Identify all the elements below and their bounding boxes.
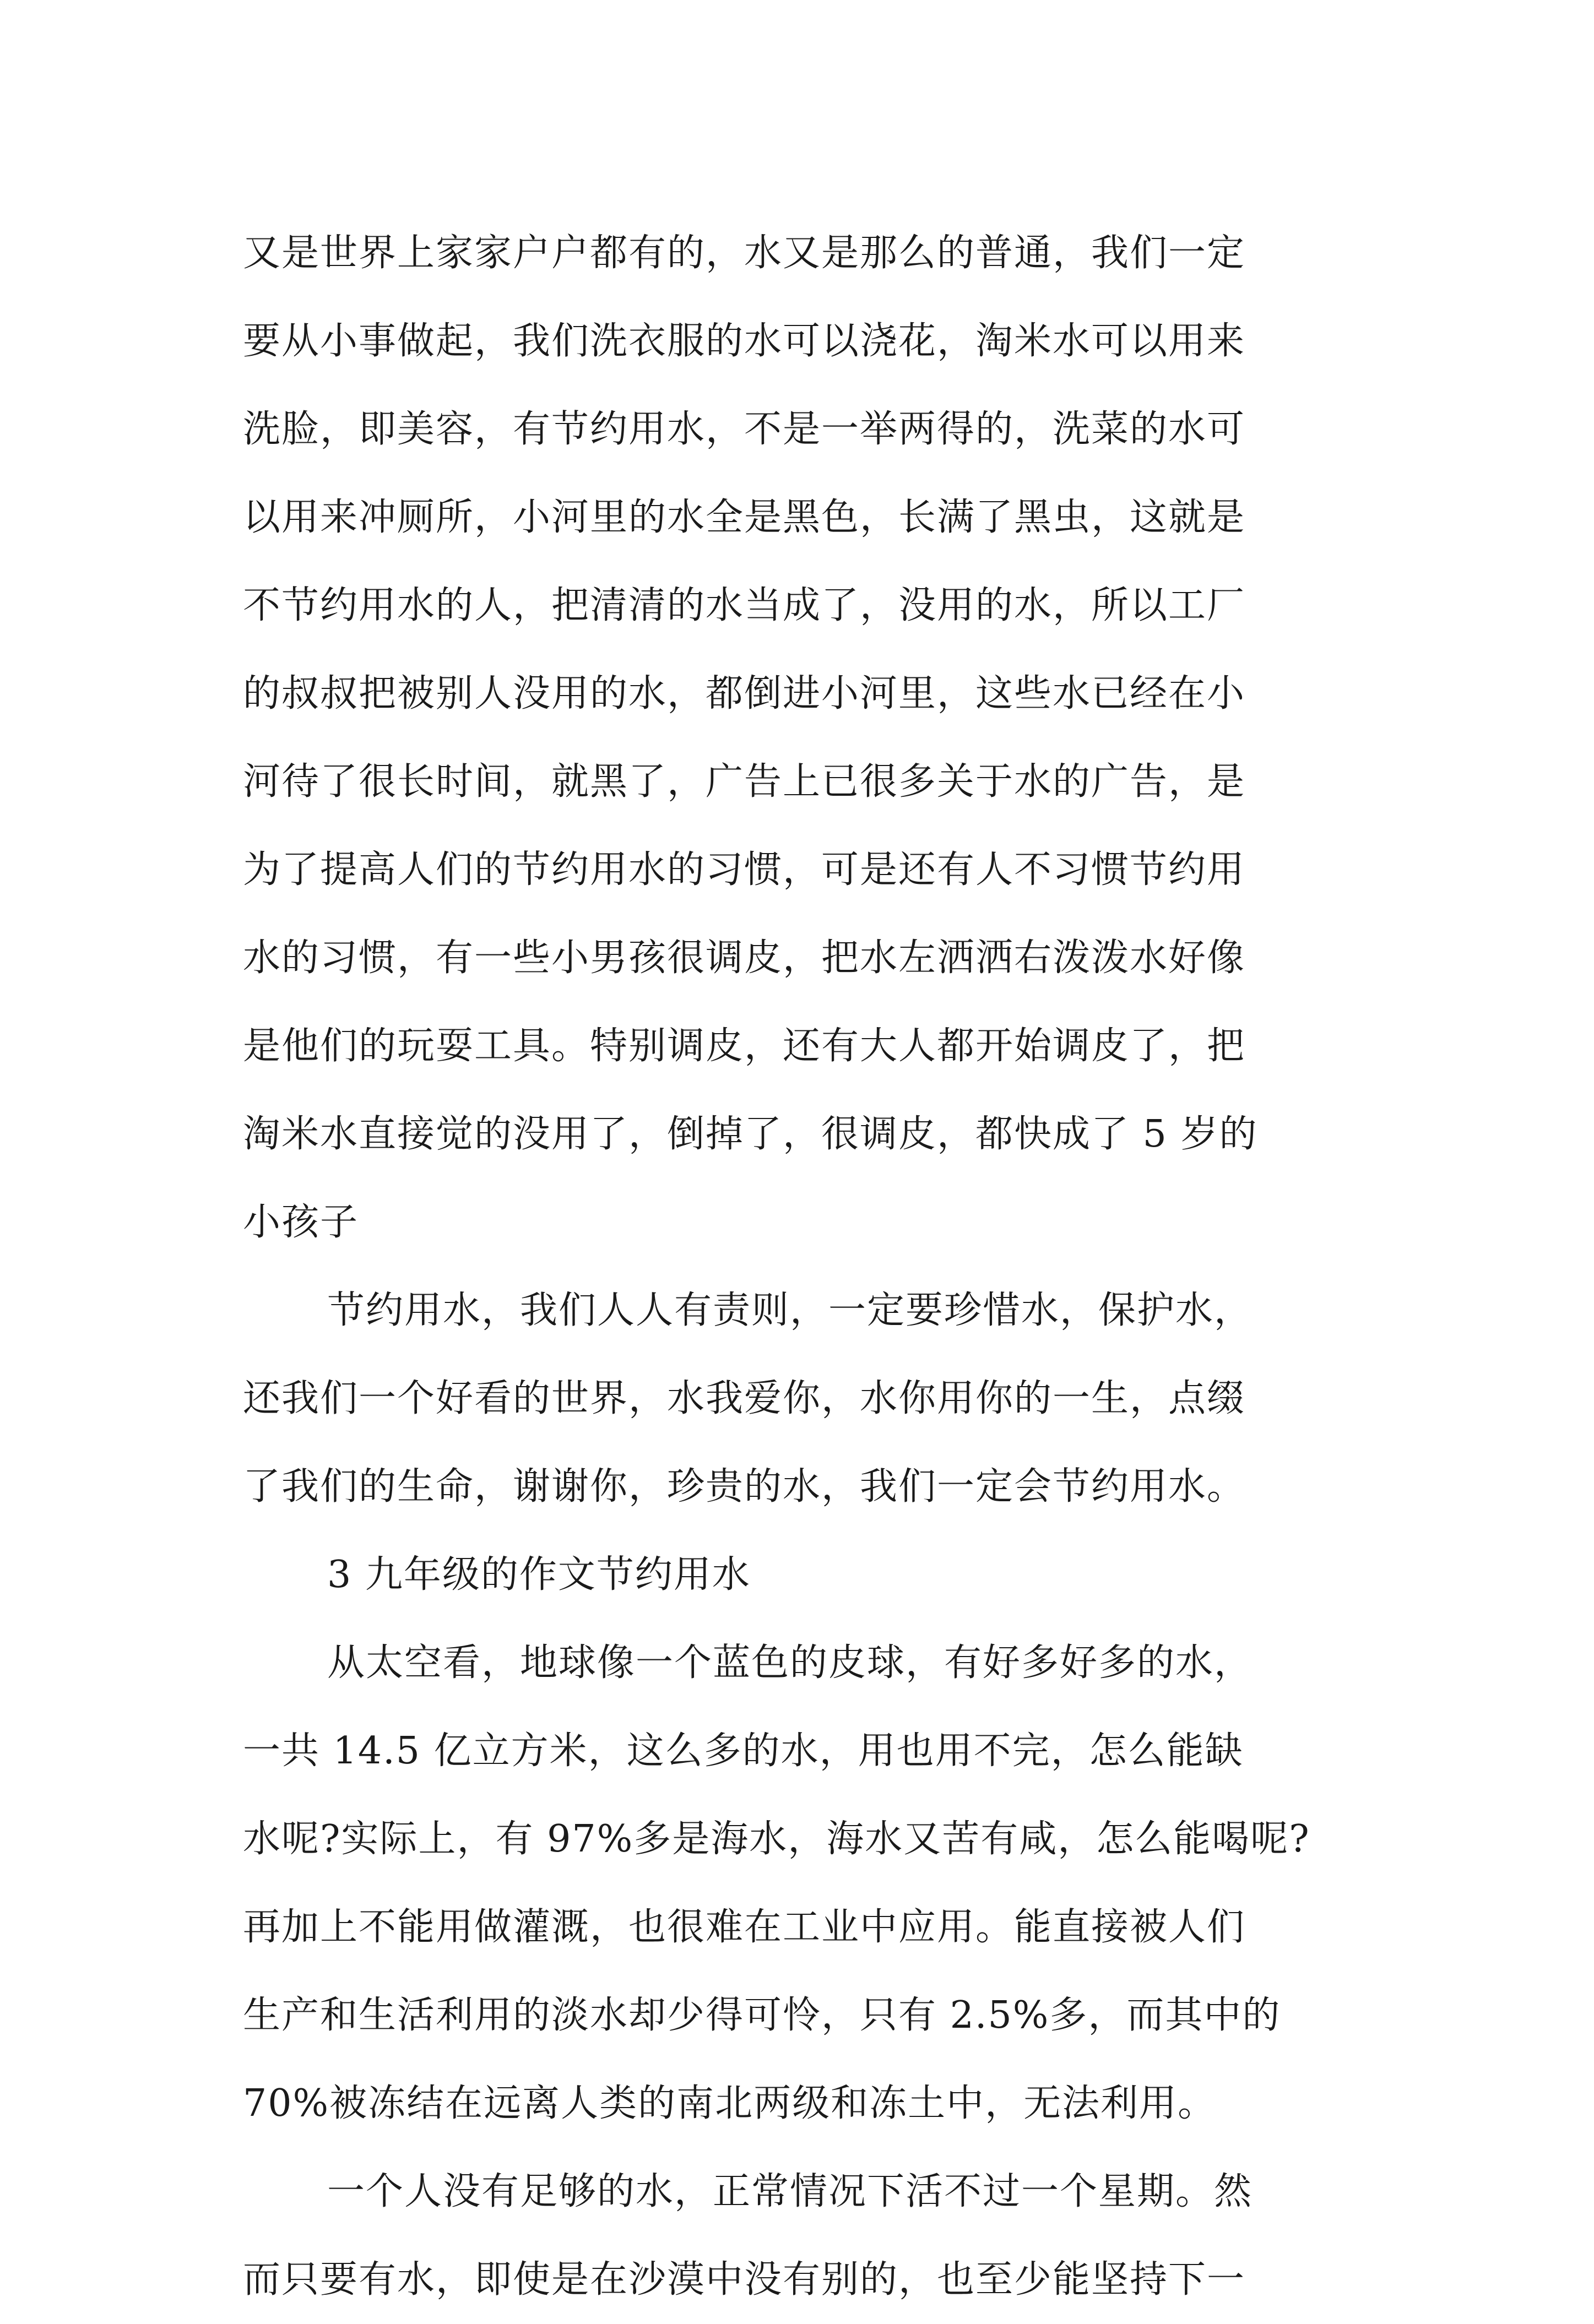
paragraph-first-line: 一个人没有足够的水，正常情况下活不过一个星期。然 bbox=[327, 2170, 1253, 2213]
text-line: 洗脸，即美容，有节约用水，不是一举两得的，洗菜的水可 bbox=[243, 408, 1246, 451]
text-line: 以用来冲厕所，小河里的水全是黑色，长满了黑虫，这就是 bbox=[243, 496, 1246, 539]
text-line: 水的习惯，有一些小男孩很调皮，把水左洒洒右泼泼水好像 bbox=[243, 936, 1246, 980]
text-line: 为了提高人们的节约用水的习惯，可是还有人不习惯节约用 bbox=[243, 848, 1246, 892]
body-text bbox=[243, 209, 1367, 2324]
section-heading: 3 九年级的作文节约用水 bbox=[327, 1553, 751, 1597]
text-line: 的叔叔把被别人没用的水，都倒进小河里，这些水已经在小 bbox=[243, 672, 1246, 715]
text-line: 了我们的生命，谢谢你，珍贵的水，我们一定会节约用水。 bbox=[243, 1465, 1246, 1508]
text-line: 河待了很长时间，就黑了，广告上已很多关于水的广告，是 bbox=[243, 760, 1246, 803]
text-line: 还我们一个好看的世界，水我爱你，水你用你的一生，点缀 bbox=[243, 1377, 1246, 1420]
text-line: 70%被冻结在远离人类的南北两级和冻土中，无法利用。 bbox=[243, 2082, 1217, 2125]
text-line: 水呢?实际上，有 97%多是海水，海水又苦有咸，怎么能喝呢? bbox=[243, 1817, 1310, 1861]
text-line: 再加上不能用做灌溉，也很难在工业中应用。能直接被人们 bbox=[243, 1905, 1246, 1949]
text-line: 而只要有水，即使是在沙漠中没有别的，也至少能坚持下一 bbox=[243, 2258, 1246, 2301]
text-line: 淘米水直接觉的没用了，倒掉了，很调皮，都快成了 5 岁的 bbox=[243, 1112, 1258, 1156]
paragraph-first-line: 从太空看，地球像一个蓝色的皮球，有好多好多的水， bbox=[327, 1641, 1253, 1685]
text-line: 要从小事做起，我们洗衣服的水可以浇花，淘米水可以用来 bbox=[243, 319, 1246, 363]
text-line: 一共 14.5 亿立方米，这么多的水，用也用不完，怎么能缺 bbox=[243, 1729, 1244, 1773]
paragraph-first-line: 节约用水，我们人人有责则，一定要珍惜水，保护水， bbox=[327, 1289, 1253, 1332]
text-line: 不节约用水的人，把清清的水当成了，没用的水，所以工厂 bbox=[243, 584, 1246, 627]
text-line: 小孩子 bbox=[243, 1201, 359, 1244]
text-line: 生产和生活利用的淡水却少得可怜，只有 2.5%多，而其中的 bbox=[243, 1994, 1281, 2037]
text-line: 又是世界上家家户户都有的，水又是那么的普通，我们一定 bbox=[243, 231, 1246, 275]
text-line: 是他们的玩耍工具。特别调皮，还有大人都开始调皮了，把 bbox=[243, 1024, 1246, 1068]
